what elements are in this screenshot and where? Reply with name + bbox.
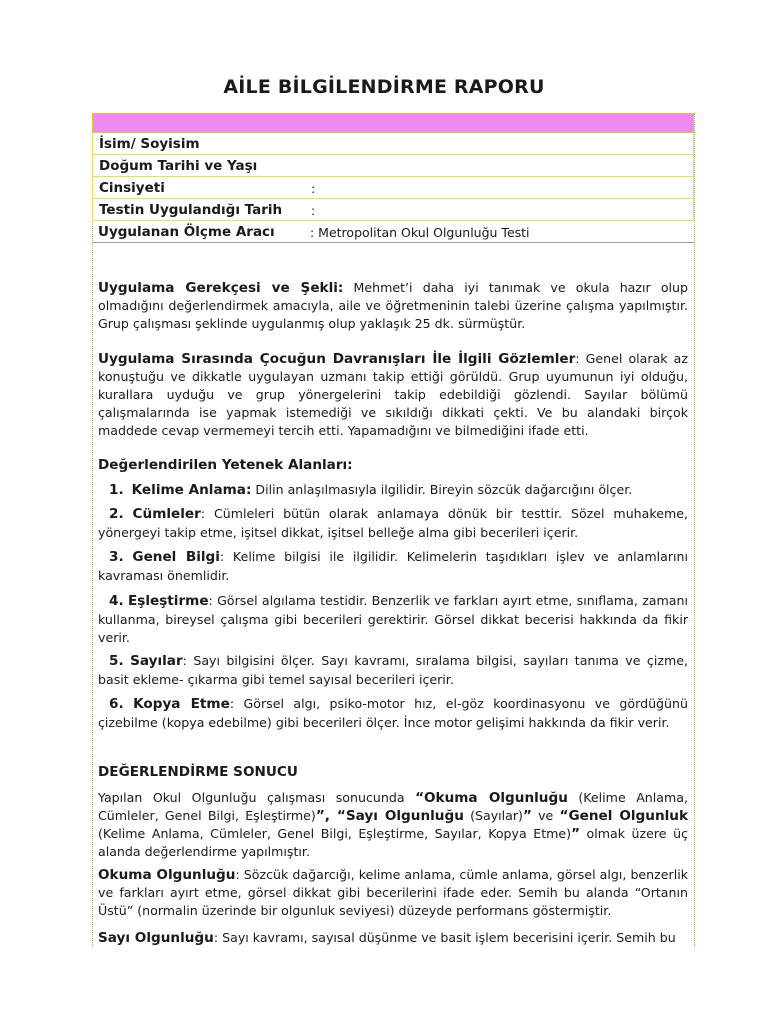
ability-text: : Kelime bilgisi ile ilgilidir. Kelimelerin taşıdıkları işlev ve anlamlarını kavraması önemlidir. xyxy=(98,549,688,583)
ability-label: Kelime Anlama: xyxy=(131,482,252,498)
ability-text: Dilin anlaşılmasıyla ilgilidir. Bireyin sözcük dağarcığını ölçer. xyxy=(251,482,633,497)
section-text: : Sözcük dağarcığı, kelime anlama, cümle anlama, görsel algı, benzerlik ve farkları ayırt etme, görsel dikkat gibi becerilerini ifade eder. Semih bu alanda “Ortanın Üstü” (normalin üzerinde bir olgunluk seviyesi) düzeyde performans göstermiştir. xyxy=(98,867,688,918)
section-text: Mehmet’i daha iyi tanımak ve okula hazır olup olmadığını değerlendirmek amacıyla, aile ve öğretmeninin talebi üzerine çalışma yapılmıştır. Grup çalışması şeklinde uygulanmış olup yaklaşık 25 dk. sürmüştür. xyxy=(98,280,689,331)
ability-item xyxy=(98,548,688,585)
result-text: ve xyxy=(531,808,560,823)
ability-text: : Görsel algı, psiko-motor hız, el-göz koordinasyonu ve gördüğünü çizebilme (kopya edebilme) gibi becerileri ölçer. İnce motor gelişimi hakkında da fikir verir. xyxy=(98,696,688,730)
info-row-date xyxy=(92,199,694,221)
ability-text: : Cümleleri bütün olarak anlamaya dönük bir testtir. Sözel muhakeme, yönergeyi takip etme, işitsel dikkat, işitsel belleğe alma gibi becerileri içerir. xyxy=(98,506,688,540)
section-text: : Sayı kavramı, sayısal düşünme ve basit işlem becerisini içerir. Semih bu xyxy=(213,930,676,945)
ability-item xyxy=(98,481,688,500)
info-label: Cinsiyeti xyxy=(99,180,165,196)
info-row-birth xyxy=(92,155,694,177)
ability-item xyxy=(98,505,688,542)
result-term: “Okuma Olgunluğu xyxy=(415,790,568,806)
report-title: AİLE BİLGİLENDİRME RAPORU xyxy=(223,76,545,98)
ability-text: : Sayı bilgisini ölçer. Sayı kavramı, sıralama bilgisi, sayıları tanıma ve çizme, basit ekleme- çıkarma gibi temel sayısal becerileri içerir. xyxy=(98,653,688,687)
ability-label: Cümleler xyxy=(132,506,201,522)
ability-number: 3. xyxy=(109,549,124,565)
observations-paragraph xyxy=(98,350,688,440)
result-term: ” xyxy=(522,808,532,824)
info-label: Doğum Tarihi ve Yaşı xyxy=(99,158,258,174)
info-value: : xyxy=(311,203,316,218)
abilities-heading: Değerlendirilen Yetenek Alanları: xyxy=(98,457,353,473)
section-text: : Genel olarak az konuştuğu ve dikkatle uygulayan uzmanı takip ettiği görüldü. Grup uyumunun iyi olduğu, kurallara uyduğu ve grup yönergelerini takip edebildiği gözlendi. Sayılar bölümü çalışmalarında ise yapmak istemediği ve sıkıldığı dikkati çekti. Ve bu alandaki birçok maddede cevap vermemeyi tercih etti. Yapamadığını ve bilmediğini ifade etti. xyxy=(98,351,688,438)
reading-readiness-paragraph xyxy=(98,866,688,920)
ability-label: Kopya Etme xyxy=(133,696,230,712)
section-label: Sayı Olgunluğu xyxy=(98,930,214,946)
ability-label: Eşleştirme xyxy=(127,593,209,609)
result-heading: DEĞERLENDİRME SONUCU xyxy=(98,764,298,780)
ability-item xyxy=(98,695,688,732)
ability-item xyxy=(98,592,688,648)
info-label: Testin Uygulandığı Tarih xyxy=(99,202,283,218)
section-label: Okuma Olgunluğu xyxy=(98,867,236,883)
result-text: Yapılan Okul Olgunluğu çalışması sonucunda xyxy=(98,790,416,805)
ability-number: 6. xyxy=(109,696,124,712)
ability-label: Genel Bilgi xyxy=(132,549,220,565)
result-text: olmak üzere üç alanda değerlendirme yapılmıştır. xyxy=(98,826,688,859)
result-term: ”, “Sayı Olgunluğu xyxy=(315,808,464,824)
result-term: ” xyxy=(571,826,581,842)
section-label: Uygulama Sırasında Çocuğun Davranışları İle İlgili Gözlemler xyxy=(98,351,576,367)
info-value: : Metropolitan Okul Olgunluğu Testi xyxy=(310,225,530,240)
result-text: (Kelime Anlama, Cümleler, Genel Bilgi, Eşleştirme) xyxy=(98,790,688,823)
result-term: “Genel Olgunluk xyxy=(559,808,688,824)
info-label: Uygulanan Ölçme Aracı xyxy=(98,224,275,240)
ability-item xyxy=(98,652,688,689)
info-value: : xyxy=(311,181,316,196)
ability-label: Sayılar xyxy=(130,653,183,669)
ability-text: : Görsel algılama testidir. Benzerlik ve farkları ayırt etme, sınıflama, zamanı kullanma, bireysel çalışma gibi becerileri gerektirir. Görsel dikkat becerisi hakkında da fikir verir. xyxy=(98,593,688,645)
result-text: (Sayılar) xyxy=(463,808,523,823)
section-label: Uygulama Gerekçesi ve Şekli: xyxy=(98,280,344,296)
ability-number: 5. xyxy=(109,653,124,669)
header-bar xyxy=(92,113,694,133)
number-readiness-paragraph xyxy=(98,929,688,947)
ability-number: 4. xyxy=(109,593,124,609)
info-row-tool xyxy=(92,221,694,243)
application-reason-paragraph xyxy=(98,279,688,333)
info-label: İsim/ Soyisim xyxy=(99,136,200,152)
ability-number: 1. xyxy=(109,482,124,498)
result-text: (Kelime Anlama, Cümleler, Genel Bilgi, Eşleştirme, Sayılar, Kopya Etme) xyxy=(98,826,572,841)
info-row-name xyxy=(92,133,694,155)
ability-number: 2. xyxy=(109,506,124,522)
info-row-gender xyxy=(92,177,694,199)
result-intro-paragraph xyxy=(98,789,688,861)
